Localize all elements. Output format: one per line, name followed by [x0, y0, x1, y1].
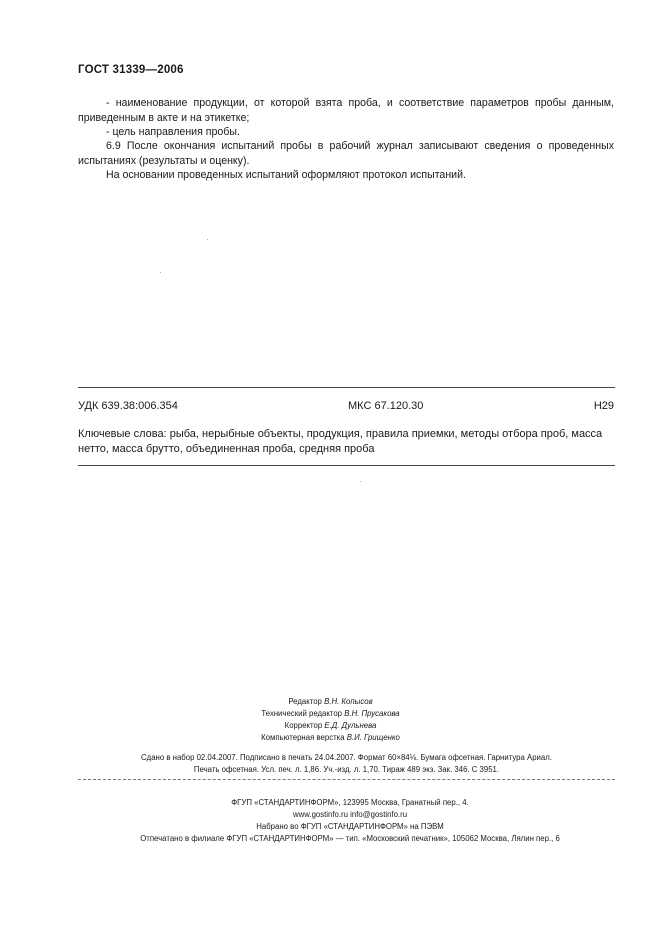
imprint-footer — [60, 797, 640, 845]
scan-speck — [160, 272, 161, 273]
mks-code: МКС 67.120.30 — [348, 400, 424, 412]
udk-code: УДК 639.38:006.354 — [78, 400, 178, 412]
corrector-role: Корректор — [284, 721, 323, 730]
bottom-rule — [78, 465, 615, 466]
footer-line-3: Набрано во ФГУП «СТАНДАРТИНФОРМ» на ПЭВМ — [256, 822, 444, 831]
layout-line — [0, 732, 661, 744]
layout-role: Компьютерная верстка — [261, 733, 345, 742]
publication-info — [78, 752, 615, 776]
body-paragraph-3: 6.9 После окончания испытаний пробы в рабочий журнал записывают сведения о проведенных испытаниях (результаты и оценку). — [78, 140, 614, 167]
editorial-credits — [0, 696, 661, 744]
footer-line-4: Отпечатано в филиале ФГУП «СТАНДАРТИНФОРМ» — тип. «Московский печатник», 105062 Москва, Лялин пер., 6 — [140, 834, 560, 843]
body-paragraph-2: - цель направления пробы. — [106, 126, 240, 138]
tech-editor-role: Технический редактор — [261, 709, 343, 718]
publication-line-1: Сдано в набор 02.04.2007. Подписано в печать 24.04.2007. Формат 60×84⅛. Бумага офсетная. Гарнитура Ариал. — [141, 753, 552, 762]
footer-line-1: ФГУП «СТАНДАРТИНФОРМ», 123995 Москва, Гранатный пер., 4. — [231, 798, 469, 807]
editor-name: В.Н. Копысов — [324, 697, 373, 706]
editor-line — [0, 696, 661, 708]
footer-line-2: www.gostinfo.ru info@gostinfo.ru — [292, 810, 408, 819]
standard-header: ГОСТ 31339—2006 — [78, 64, 184, 76]
scan-speck — [207, 239, 208, 240]
corrector-line — [0, 720, 661, 732]
editor-role: Редактор — [288, 697, 322, 706]
scan-speck — [360, 481, 361, 482]
tech-editor-name: В.Н. Прусакова — [344, 709, 400, 718]
top-rule — [78, 387, 615, 388]
publication-line-2: Печать офсетная. Усл. печ. л. 1,86. Уч.-изд. л. 1,70. Тираж 489 экз. Зак. 346. С 3951. — [193, 765, 500, 774]
body-paragraph-1: - наименование продукции, от которой взята проба, и соответствие параметров пробы данным, приведенным в акте и на этикетке; — [78, 97, 614, 124]
corrector-name: Е.Д. Дульнева — [324, 721, 377, 730]
group-code: Н29 — [593, 400, 614, 412]
body-paragraph-4: На основании проведенных испытаний оформляют протокол испытаний. — [106, 169, 466, 181]
keywords: Ключевые слова: рыба, нерыбные объекты, продукция, правила приемки, методы отбора проб, масса нетто, масса брутто, объединенная проба, средняя проба — [78, 428, 603, 455]
tech-editor-line — [0, 708, 661, 720]
dashed-rule — [78, 779, 615, 780]
layout-name: В.И. Грищенко — [346, 733, 400, 742]
